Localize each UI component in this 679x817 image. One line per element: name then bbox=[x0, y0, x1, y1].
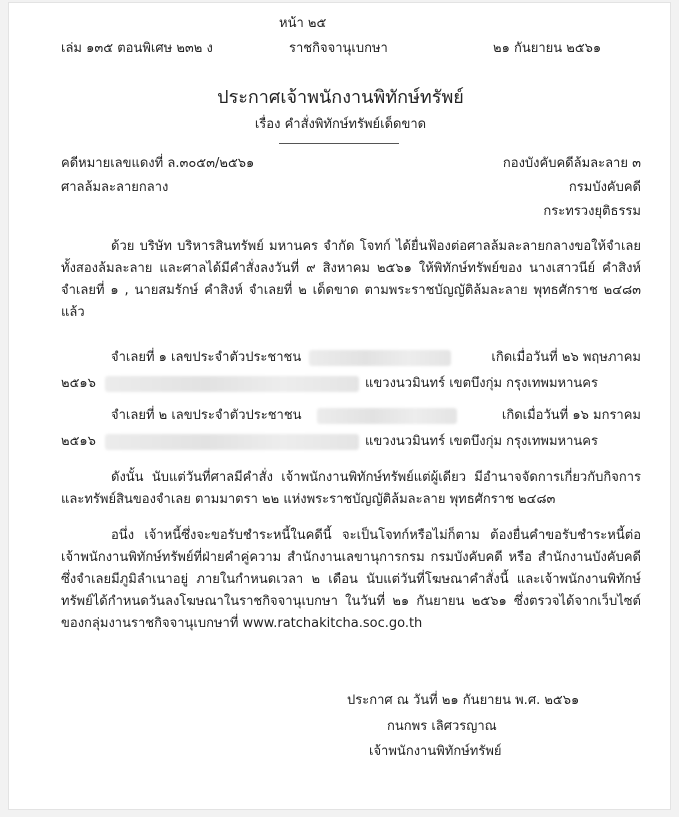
defendant2-birth: เกิดเมื่อวันที่ ๑๖ มกราคม bbox=[501, 408, 641, 423]
ministry-name: กระทรวงยุติธรรม bbox=[543, 204, 641, 219]
defendant2-year: ๒๕๑๖ bbox=[61, 434, 96, 449]
department-name: กรมบังคับคดี bbox=[568, 180, 641, 195]
defendant1-label: จำเลยที่ ๑ เลขประจำตัวประชาชน bbox=[111, 350, 302, 365]
paragraph-authority: ดังนั้น นับแต่วันที่ศาลมีคำสั่ง เจ้าพนักงานพิทักษ์ทรัพย์แต่ผู้เดียว มีอำนาจจัดการเกี่ยวกับกิจการและทรัพย์สินของจำเลย ตามมาตรา ๒๒ แห่งพระราชบัญญัติล้มละลาย พุทธศักราช ๒๔๘๓ bbox=[61, 470, 641, 507]
defendant2-label: จำเลยที่ ๒ เลขประจำตัวประชาชน bbox=[111, 408, 302, 423]
gazette-page bbox=[8, 2, 671, 810]
division-name: กองบังคับคดีล้มละลาย ๓ bbox=[502, 156, 641, 171]
subject-line: เรื่อง คำสั่งพิทักษ์ทรัพย์เด็ดขาด bbox=[254, 117, 427, 132]
paragraph-petition: ด้วย บริษัท บริหารสินทรัพย์ มหานคร จำกัด โจทก์ ได้ยื่นฟ้องต่อศาลล้มละลายกลางขอให้จำเลยทั้งสองล้มละลาย และศาลได้มีคำสั่งลงวันที่ ๙ สิงหาคม ๒๕๖๑ ให้พิทักษ์ทรัพย์ของ นางเสาวนีย์ คำสิงห์ จำเลยที่ ๑ , นายสมรักษ์ คำสิงห์ จำเลยที่ ๒ เด็ดขาด ตามพระราชบัญญัติล้มละลาย พุทธศักราช ๒๔๘๓ แล้ว bbox=[61, 239, 641, 320]
signatory-position: เจ้าพนักงานพิทักษ์ทรัพย์ bbox=[369, 744, 502, 759]
volume-info: เล่ม ๑๓๕ ตอนพิเศษ ๒๓๒ ง bbox=[61, 41, 213, 56]
title-divider bbox=[279, 143, 399, 144]
redacted-address-2 bbox=[105, 434, 359, 450]
defendant1-address: แขวงนวมินทร์ เขตบึงกุ่ม กรุงเทพมหานคร bbox=[365, 376, 598, 391]
red-case-number: คดีหมายเลขแดงที่ ล.๓๐๕๓/๒๕๖๑ bbox=[61, 156, 255, 171]
page-title: ประกาศเจ้าพนักงานพิทักษ์ทรัพย์ bbox=[217, 87, 464, 108]
defendant1-year: ๒๕๑๖ bbox=[61, 376, 96, 391]
announcement-date: ประกาศ ณ วันที่ ๒๑ กันยายน พ.ศ. ๒๕๖๑ bbox=[347, 693, 580, 708]
redacted-id-2 bbox=[317, 408, 457, 424]
defendant1-birth: เกิดเมื่อวันที่ ๒๖ พฤษภาคม bbox=[491, 350, 641, 365]
redacted-address-1 bbox=[105, 376, 359, 392]
redacted-id-1 bbox=[309, 350, 451, 366]
court-name: ศาลล้มละลายกลาง bbox=[61, 180, 169, 195]
signatory-name: กนกพร เลิศวรญาณ bbox=[387, 719, 497, 734]
gazette-date: ๒๑ กันยายน ๒๕๖๑ bbox=[493, 41, 602, 56]
gazette-name: ราชกิจจานุเบกษา bbox=[289, 41, 388, 56]
paragraph-creditors: อนึ่ง เจ้าหนี้ซึ่งจะขอรับชำระหนี้ในคดีนี้ จะเป็นโจทก์หรือไม่ก็ตาม ต้องยื่นคำขอรับชำระหนี้ต่อเจ้าพนักงานพิทักษ์ทรัพย์ที่ฝ่ายคำคู่ความ สำนักงานเลขานุการกรม กรมบังคับคดี หรือ สำนักงานบังคับคดีซึ่งจำเลยมีภูมิลำเนาอยู่ ภายในกำหนดเวลา ๒ เดือน นับแต่วันที่โฆษณาคำสั่งนี้ และเจ้าพนักงานพิทักษ์ทรัพย์ได้กำหนดวันลงโฆษณาในราชกิจจานุเบกษา ในวันที่ ๒๑ กันยายน ๒๕๖๑ ซึ่งตรวจได้จากเว็บไซต์ของกลุ่มงานราชกิจจานุเบกษาที่ www.ratchakitcha.soc.go.th bbox=[61, 528, 641, 631]
page-number: หน้า ๒๕ bbox=[279, 16, 327, 31]
defendant2-address: แขวงนวมินทร์ เขตบึงกุ่ม กรุงเทพมหานคร bbox=[365, 434, 598, 449]
